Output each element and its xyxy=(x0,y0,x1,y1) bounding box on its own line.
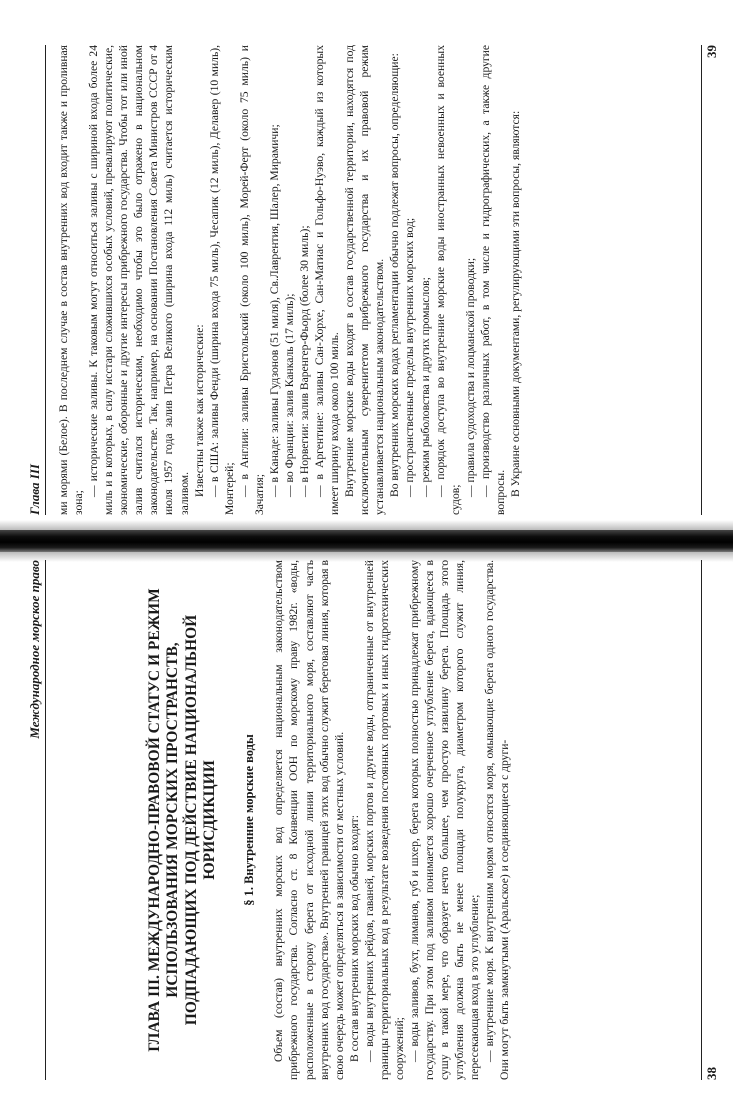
list-item: — в США: заливы Фенди (ширина входа 75 миль), Чесапик (12 миль), Делавер (10 миль), Монтерей; xyxy=(207,45,236,515)
paragraph: Во внутренних морских водах регламентации обычно подлежат вопросы, определяющие: xyxy=(388,53,402,497)
list-item: — порядок доступа во внутренние морские воды иностранных невоенных и военных судов; xyxy=(433,45,462,515)
list-item: — воды внутренних рейдов, гаваней, морских портов и другие воды, отграниченные от внутренней границы территориальных вод в результате возведения постоянных портовых и иных гидротехнических сооружений; xyxy=(362,560,406,1080)
list-item: — внутренние моря. К внутренним морям относятся моря, омывающие берега одного государства. Они могут быть замкнутыми (Аральское) и соединяющиеся с други- xyxy=(483,560,512,1080)
list-item: — в Норвегии: залив Варенгер-Фьорд (более 30 миль); xyxy=(298,225,311,497)
paragraph: Известны также как исторические: xyxy=(192,324,206,497)
list-item: — производство различных работ, в том числе и гидрографических, а также другие вопросы. xyxy=(478,45,507,515)
list-item: — правила судоходства и лоцманской проводки; xyxy=(463,257,477,497)
list-item: — во Франции: залив Канкаль (17 миль); xyxy=(282,293,296,497)
paragraph: В состав внутренних морских вод обычно входят: xyxy=(347,815,361,1062)
page-38 xyxy=(20,560,720,1080)
footer-rule xyxy=(701,45,702,515)
chapter-title: ГЛАВА III. МЕЖДУНАРОДНО-ПРАВОВОЙ СТАТУС И РЕЖИМ ИСПОЛЬЗОВАНИЯ МОРСКИХ ПРОСТРАНСТВ, ПОДПАДАЮЩИХ ПОД ДЕЙСТВИЕ НАЦИОНАЛЬНОЙ ЮРИСДИКЦИИ xyxy=(146,588,218,1052)
page-number: 39 xyxy=(704,45,719,58)
list-item: — воды заливов, бухт, лиманов, губ и шхер, берега которых полностью принадлежат прибрежному государству. При этом под заливом понимается хорошо очерченное углубление берега, вдающееся в сушу в такой мере, что образует нечто большее, чем простую извилину берега. Площадь этого углубления должна быть не менее площади полукруга, диаметром которого служит линия, пересекающая вход в это углубление; xyxy=(407,560,482,1080)
paragraph: Объем (состав) внутренних морских вод определяется национальным законодательством прибрежного государства. Согласно ст. 8 Конвенции ООН по морскому праву 1982г. «воды, расположенные в сторону берега от исходной линии территориального моря, составляют часть внутренних вод государства». Внутренней границей этих вод обычно служит береговая линия, которая в свою очередь может определяться в зависимости от местных условий. xyxy=(272,560,346,1080)
paragraph: В Украине основными документами, регулирующими эти вопросы, являются: xyxy=(508,110,522,497)
list-item: — в Аргентине: заливы Сан-Хорхе, Сан-Матиас и Гольфо-Нуэво, каждый из которых имеет ширину входа около 100 миль. xyxy=(313,45,342,515)
book-gutter xyxy=(0,530,733,552)
list-item: — в Англии: заливы Бристольский (около 100 миль), Морей-Ферт (около 75 миль) и Зачатия; xyxy=(237,45,266,515)
running-head: Международное морское право xyxy=(20,560,46,1080)
list-item: — пространственные пределы внутренних морских вод; xyxy=(403,217,417,497)
page-number: 38 xyxy=(704,1067,719,1080)
list-item: — в Канаде: заливы Гудзонов (51 миля), Св.Лаврентия, Шалер, Мирамичи; xyxy=(267,124,281,497)
paragraph: Внутренние морские воды входят в состав государственной территории, находятся под исключительным суверенитетом прибрежного государства и их правовой режим устанавливается национальным законодательством. xyxy=(343,45,387,515)
footer-rule xyxy=(701,560,702,1080)
paragraph: ми морями (Белое). В последнем случае в состав внутренних вод входит также и проливная зона; xyxy=(57,45,86,515)
section-title: § 1. Внутренние морские воды xyxy=(242,734,257,906)
list-item: — исторические заливы. К таковым могут относиться заливы с шириной входа более 24 миль и в которых, в силу исстари сложившихся особых условий, превалируют политические, экономические, оборонные и другие интересы прибрежного государства. Чтобы тот или иной залив считался историческим, необходимо чтобы это было отражено в национальном законодательстве. Так, например, на основании Постановления Совета Министров СССР от 4 июля 1957 года залив Петра Великого (ширина входа 112 миль) считается историческим заливом. xyxy=(87,45,191,515)
gutter-shadow-top xyxy=(0,520,733,530)
page-body xyxy=(56,45,694,515)
running-head: Глава III xyxy=(20,45,46,515)
list-item: — режим рыболовства и других промыслов; xyxy=(418,277,432,497)
page-body xyxy=(56,560,694,1080)
page-39 xyxy=(20,45,720,515)
